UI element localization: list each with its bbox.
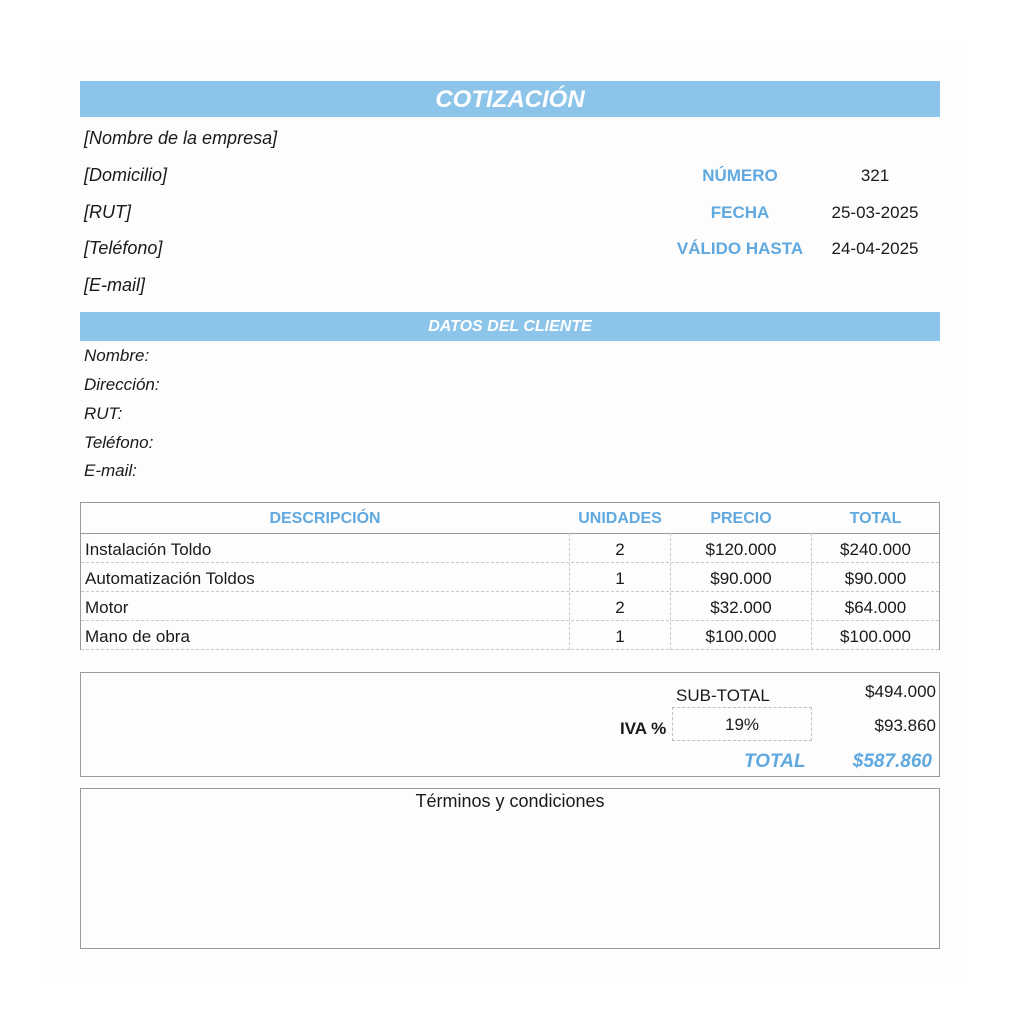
client-name-label: Nombre: [84,346,150,365]
client-rut-label: RUT: [84,404,123,423]
item-description[interactable]: Mano de obra [85,627,190,646]
item-total[interactable]: $90.000 [844,569,907,588]
client-section-title: DATOS DEL CLIENTE [80,312,940,341]
company-email[interactable]: [E-mail] [84,275,146,295]
items-table [80,502,940,650]
item-description[interactable]: Instalación Toldo [85,540,212,559]
company-address[interactable]: [Domicilio] [84,165,168,185]
date-label: FECHA [710,203,770,222]
item-units[interactable]: 2 [615,540,625,559]
client-email-label: E-mail: [84,461,137,480]
item-price[interactable]: $120.000 [705,540,777,559]
item-price[interactable]: $32.000 [710,598,772,617]
item-units[interactable]: 1 [615,627,625,646]
column-header-total: TOTAL [849,510,902,527]
company-phone[interactable]: [Teléfono] [84,238,163,258]
item-total[interactable]: $100.000 [840,627,911,646]
valid-until-value[interactable]: 24-04-2025 [831,239,919,258]
totals-box [80,672,940,777]
column-header-units: UNIDADES [578,510,662,527]
page-title: COTIZACIÓN [80,81,940,117]
total-label: TOTAL [744,751,806,772]
valid-until-label: VÁLIDO HASTA [676,239,804,258]
number-value[interactable]: 321 [860,166,890,185]
client-address-label: Dirección: [84,375,160,394]
terms-box[interactable] [80,788,940,949]
terms-title: Términos y condiciones [415,791,605,811]
item-description[interactable]: Motor [85,598,129,617]
subtotal-label: SUB-TOTAL [676,686,770,705]
item-units[interactable]: 2 [615,598,625,617]
iva-value: $93.860 [874,716,936,735]
company-name[interactable]: [Nombre de la empresa] [84,128,278,148]
column-header-price: PRECIO [710,510,772,527]
column-header-description: DESCRIPCIÓN [269,510,381,527]
item-total[interactable]: $64.000 [844,598,907,617]
company-rut[interactable]: [RUT] [84,202,131,222]
iva-rate-input[interactable]: 19% [672,707,812,741]
total-value: $587.860 [852,751,932,772]
item-units[interactable]: 1 [615,569,625,588]
iva-label: IVA % [620,719,667,738]
number-label: NÚMERO [702,166,778,185]
subtotal-value: $494.000 [865,682,936,701]
item-price[interactable]: $90.000 [710,569,772,588]
date-value[interactable]: 25-03-2025 [831,203,919,222]
item-description[interactable]: Automatización Toldos [85,569,255,588]
client-phone-label: Teléfono: [84,433,154,452]
item-total[interactable]: $240.000 [840,540,911,559]
item-price[interactable]: $100.000 [705,627,777,646]
